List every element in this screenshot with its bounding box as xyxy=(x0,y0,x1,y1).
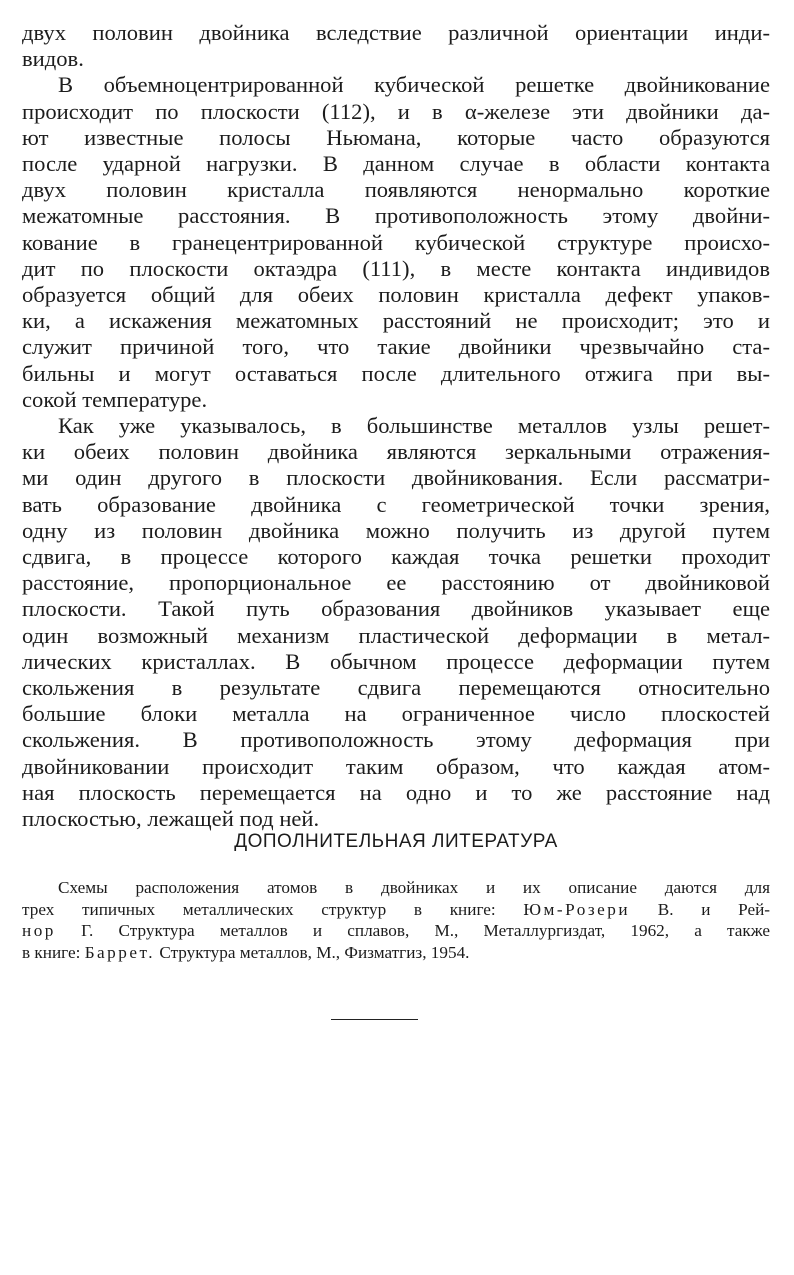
text-line: образуется общий для обеих половин кристалла дефект упаков- xyxy=(22,282,770,308)
text-line: сокой температуре. xyxy=(22,386,208,412)
text-line: ная плоскость перемещается на одно и то же расстояние над xyxy=(22,779,770,805)
text-line: межатомные расстояния. В противоположность этому двойни- xyxy=(22,203,770,229)
text-line: один возможный механизм пластической деформации в метал- xyxy=(22,622,770,648)
reference-line: трех типичных металлических структур в книге: Юм-Розери В. и Рей- xyxy=(22,899,770,919)
text-line: В объемноцентрированной кубической решетке двойникование xyxy=(58,72,770,98)
text-line: ки обеих половин двойника являются зеркальными отражения- xyxy=(22,439,770,465)
text-line: Как уже указывалось, в большинстве металлов узлы решет- xyxy=(58,413,770,439)
reference-author: Баррет. xyxy=(84,942,156,962)
reference-line: нор Г. Структура металлов и сплавов, М., Металлургиздат, 1962, а также xyxy=(22,921,770,940)
text-line: происходит по плоскости (112), и в α-железе эти двойники да- xyxy=(22,98,770,124)
reference-author: нор xyxy=(22,921,56,940)
reference-author: Юм-Розери xyxy=(523,899,631,919)
text-line: двух половин кристалла появляются ненормально короткие xyxy=(22,177,770,203)
reference-line: Схемы расположения атомов в двойниках и их описание даются для xyxy=(58,878,770,897)
text-line: после ударной нагрузки. В данном случае в области контакта xyxy=(22,151,770,177)
text-line: служит причиной того, что такие двойники чрезвычайно ста- xyxy=(22,334,770,360)
text-line: лических кристаллах. В обычном процессе деформации путем xyxy=(22,648,770,674)
text-line: дит по плоскости октаэдра (111), в месте контакта индивидов xyxy=(22,255,770,281)
reference-paragraph xyxy=(22,877,770,963)
text-line: вать образование двойника с геометрической точки зрения, xyxy=(22,491,770,517)
reference-line: в книге: Баррет. Структура металлов, М., Физматгиз, 1954. xyxy=(22,942,470,962)
text-line: ют известные полосы Ньюмана, которые часто образуются xyxy=(22,124,770,150)
text-line: большие блоки металла на ограниченное число плоскостей xyxy=(22,701,770,727)
text-line: расстояние, пропорциональное ее расстоянию от двойниковой xyxy=(22,570,770,596)
text-line: двойниковании происходит таким образом, что каждая атом- xyxy=(22,753,770,779)
text-line: одну из половин двойника можно получить из другой путем xyxy=(22,517,770,543)
text-line: ки, а искажения межатомных расстояний не происходит; это и xyxy=(22,308,770,334)
body-paragraph xyxy=(22,413,770,832)
body-paragraph xyxy=(22,20,770,72)
text-line: видов. xyxy=(22,46,84,72)
text-line: скольжения в результате сдвига перемещаются относительно xyxy=(22,675,770,701)
text-line: плоскостью, лежащей под ней. xyxy=(22,806,320,832)
text-line: ми один другого в плоскости двойникования. Если рассматри- xyxy=(22,465,770,491)
section-title: ДОПОЛНИТЕЛЬНАЯ ЛИТЕРАТУРА xyxy=(234,831,558,852)
text-line: плоскости. Такой путь образования двойников указывает еще xyxy=(22,596,770,622)
text-line: бильны и могут оставаться после длительного отжига при вы- xyxy=(22,360,770,386)
text-line: кование в гранецентрированной кубической структуре происхо- xyxy=(22,229,770,255)
text-line: скольжения. В противоположность этому деформация при xyxy=(22,727,770,753)
body-paragraph xyxy=(22,72,770,413)
text-line: двух половин двойника вследствие различной ориентации инди- xyxy=(22,20,770,45)
end-divider xyxy=(331,1019,418,1020)
text-line: сдвига, в процессе которого каждая точка решетки проходит xyxy=(22,544,770,570)
main-text xyxy=(22,20,770,832)
